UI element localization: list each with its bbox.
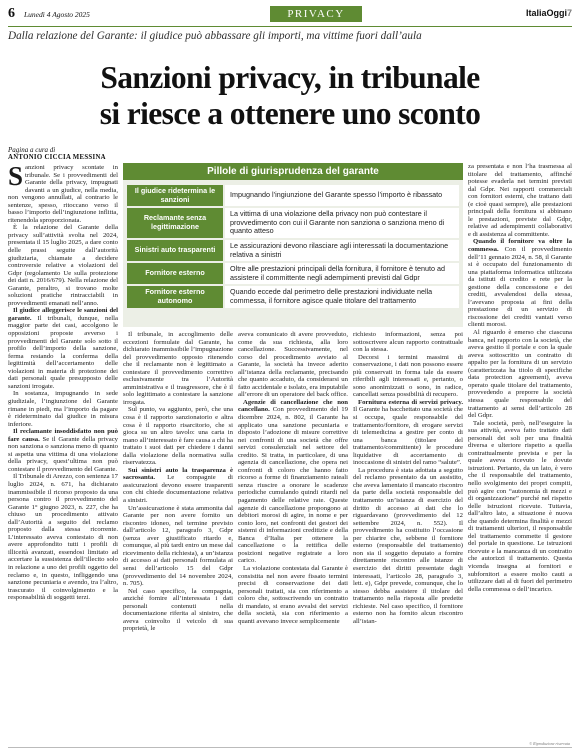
article-column-3: aveva comunicato di avere provveduto, come da sua richiesta, alla loro cancellazione. Successivamente, nel corso del procedimento avviato al Garante, la società ha invece aderito all’istanza della reclamante, precisando che quanto accaduto, da considerarsi un fatto accidentale e isolato, era imputabile all’errore di un operatore del back office. Agenzie di cancellazione che non cancellano. Con provvedimento del 19 dicembre 2024, n. 802, il Garante ha applicato una sanzione pecuniaria e disposto l’adozione di misure correttive nei confronti di una società che offre servizi consulenziali nel settore del credito. Si tratta, in particolare, di una agenzia di cancellazione, che opera nei confronti di coloro che hanno fatto ricorso a forme di finanziamento rateali senza riuscire a onorare le scadenze periodiche cumulando quindi ritardi nel pagamento delle relative rate. Queste agenzie di cancellazione propongono ai debitori morosi di agire, in nome e per conto loro, nei confronti dei gestori dei sistemi di informazioni creditizie e della Banca d’Italia per ottenere la cancellazione o la rettifica delle posizioni negative registrate a loro carico. La violazione contestata dal Garante è consistita nel non avere fissato termini precisi di conservazione dei dati personali trattati, sia con riferimento a coloro che, sottoscrivendo un contratto di mandato, si erano avvalsi dei servizi della società, sia con riferimento a quanti avevano invece semplicemente: [238, 331, 348, 625]
table-row: Reclamante senza legittimazione La vittima di una violazione della privacy non può contestare il provvedimento con cui il Garante non sanziona o sanziona meno di quanto atteso: [127, 208, 459, 238]
subhead: Sui sinistri auto la trasparenza è sacrosanta.: [123, 466, 233, 482]
page-header: [8, 4, 572, 26]
headline-line-1: Sanzioni privacy, in tribunale: [100, 60, 480, 95]
page-number: 6: [8, 6, 15, 21]
kicker: Dalla relazione del Garante: il giudice può abbassare gli importi, ma vittime fuori dall’aula: [8, 30, 422, 42]
table-row: Fornitore esterno Oltre alle prestazioni principali della fornitura, il fornitore è tenuto ad assistere il committente negli adempimenti previsti dal Gdpr: [127, 263, 459, 284]
footer-rule: [8, 747, 572, 748]
copyright-note: © Riproduzione riservata: [529, 741, 570, 746]
subhead: Il reclamante insoddisfatto non può fare causa.: [8, 428, 118, 443]
table-row: Fornitore esterno autonomo Quando eccede dal perimetro delle prestazioni individuate nella commessa, il fornitore agisce quale titolare del trattamento: [127, 286, 459, 307]
headline-line-2: si riesce a ottenere uno sconto: [99, 96, 481, 131]
article-column-1: Sanzioni privacy scontate in tribunale. Se i provvedimenti del Garante della privacy, impugnati davanti a un giudice, nella media, non vengono annullati, al contrario le sentenze, spesso, ritoccano verso il basso l’importo dell’ingiunzione inflitta, ritenendola sproporzionata. È la relazione del Garante della privacy sull’attività svolta nel 2024, presentata il 15 luglio 2025, a dare conto delle prassi seguite dall’autorità giudiziaria, chiamate a decidere controversie relative a violazioni del Gdpr (regolamento Ue sulla protezione dei dati n. 2016/679). Nella relazione del Garante, peraltro, si trovano molte soluzioni pratiche rintracciabili in provvedimenti emanati nell’anno. Il giudice alleggerisce le sanzioni del garante. Il tribunali, dunque, nella maggior parte dei casi, accolgono le opposizioni proposte avverso i provvedimenti del Garante solo sotto il profilo dell’importo della sanzione, ferma restando la conferma della legittimità dell’accertamento delle violazioni in materia di protezione dei dati personali quale presupposto delle sanzioni irrogate. In sostanza, impugnando in sede giudiziale, l’ingiunzione del Garante rimane in piedi, ma l’importo da pagare è rideterminato dal giudice in misura inferiore. Il reclamante insoddisfatto non può fare causa. Se il Garante della privacy non sanziona o sanziona meno di quanto si aspetta una vittima di una violazione della privacy, quest’ultima non può contestare il provvedimento del Garante. Il Tribunale di Arezzo, con sentenza 17 luglio 2024, n. 671, ha dichiarato inammissibile il ricorso proposto da una persona contro il provvedimento del Garante 1° giugno 2023, n. 227, che ha chiuso un procedimento attivato dall’Autorità a seguito del reclamo proposto dalla stessa ricorrente. L’interessato aveva contestato di non avere approfondito tutti i profili di illiceità avanzati, essendosi limitato ad accertare la sussistenza dell’illecito solo in relazione a uno dei profili oggetto del reclamo e, in questo, infliggendo una sanzione pecuniaria e avendo, tra l’altro, trascurato il coinvolgimento e la responsabilità di soggetti terzi.: [8, 164, 118, 602]
newspaper-logo: ItaliaOggi7: [525, 8, 572, 18]
article-column-5: za presentata e non l’ha trasmessa al titolare del trattamento, affinché potesse evaderla nei termini previsti dal Gdpr. Nei rapporti commerciali con fornitori esterni, che trattano dati (e cioè quasi sempre), alle prestazioni principali della fornitura si abbinano le prestazioni, previste dal Gdpr, relative ad adempimenti collaborativi e di assistenza al committente. Quando il fornitore va oltre la commessa. Con il provvedimento dell’11 gennaio 2024, n. 58, il Garante si è occupato del funzionamento di una piattaforma informatica utilizzata da istituti di credito e rete per la gestione della concessione e dei crediti, avvalendosi della stessa, l’avevano proposta ai fini della prestazione di un servizio di riscossione dei crediti vantati verso clienti morosi. Al riguardo è emerso che ciascuna banca, nel rapporto con la società, che aveva gestito il portale e con la quale aveva sottoscritto un contratto di appalto per la fornitura di un servizio (caratterizzata ha titolo di specifiche data protection agreement), aveva operato quale titolare del trattamento, provvedendo a preporre la società stessa quale responsabile del trattamento ai sensi dell’articolo 28 del Gdpr. Tale società, però, nell’eseguire la sua attività, aveva fatto trattato dati personali dei soli per una finalità diversa e ulteriore rispetto a quella contrattualmente prevista e per la quale aveva ricevuto le dovute istruzioni. Pertanto, da un lato, è vero che il responsabile del trattamento, nello svolgimento dei propri compiti, può agire con “autonomia di mezzi e di organizzazione” purché nel rispetto delle istruzioni ricevute. Tuttavia, dall’altro lato, a situazione è nuova che quando determina finalità e mezzi di trattamenti ulteriori, il responsabile del trattamento commette il gestore del portale in questione. Le istruzioni ricevute e la mancanza di un contratto che autorizzi il trattamento. Questa vicenda insegna ai fornitori e subfornitori a essere molto cauti a utilizzare dati al di fuori del perimetro della commessa o dell’incarico.: [468, 163, 572, 593]
table-row: Il giudice ridetermina le sanzioni Impugnando l’ingiunzione del Garante spesso l’importo è ribassato: [127, 185, 459, 206]
subhead: Agenzie di cancellazione che non cancellano.: [238, 398, 348, 414]
headline: [8, 60, 572, 132]
issue-date: Lunedì 4 Agosto 2025: [24, 10, 90, 19]
subhead: Il giudice alleggerisce le sanzioni del garante.: [8, 307, 118, 322]
subhead: Quando il fornitore va oltre la commessa.: [468, 238, 572, 254]
section-label: PRIVACY: [270, 6, 362, 22]
drop-cap: S: [8, 164, 24, 191]
byline: [8, 146, 118, 161]
summary-table: [127, 183, 459, 310]
byline-author: ANTONIO CICCIA MESSINA: [8, 154, 106, 161]
article-column-4: richiesto informazioni, senza poi sottoscrivere alcun rapporto contrattuale con la stessa. Decorsi i termini massimi di conservazione, i dati non possono essere più conservati in forma tale da essere riferibili agli interessati e, pertanto, o sono anonimizzati o sono, in radice, cancellati senza possibilità di recupero. Fornitura esterna di servizi privacy. Il Garante ha bacchettato una società che si occupa, quale responsabile del trattamento/fornitore, di erogare servizi di telemedicina a gestire per conto di una banca (titolare del trattamento/committente) le procedure liquidative di accertamento di inoccasione di sinistri del ramo “salute”. La procedura è stata adottata a seguito del reclamo presentato da un assistito, che aveva lamentato il mancato riscontro da parte della società responsabile del trattamento un’istanza di esercizio del diritto di accesso ai dati che lo riguardavano (provvedimento del 12 settembre 2024, n. 552). Il provvedimento ha costituito l’occasione per chiarire che, sebbene il fornitore esterno (responsabile del trattamento) non sia il soggetto deputato a fornire direttamente riscontro alle istanze di esercizio dei diritti presentate dagli interessati, l’articolo 28, paragrafo 3, lett. e), Gdpr prevede, comunque, che lo stesso debba assistere il titolare del trattamento nella risposta alle predette richieste. Nel caso specifico, il fornitore esterno non ha fornito alcun riscontro all’istan-: [353, 331, 463, 625]
byline-prefix: Pagina a cura di: [8, 146, 56, 154]
table-row: Sinistri auto trasparenti Le assicurazioni devono rilasciare agli interessati la documentazione relativa a sinistri: [127, 240, 459, 261]
subhead: Fornitura esterna di servizi privacy.: [358, 398, 463, 406]
summary-box: [123, 163, 463, 327]
header-rule: [8, 26, 572, 27]
article-column-2: Il tribunale, in accoglimento delle eccezioni formulate dal Garante, ha dichiarato inammissibile l’impugnazione del provvedimento opposto ritenendo che il reclamante non è legittimato a contestare il provvedimento correttivo esclusivamente tra l’Autorità amministrativa e il trasgressore, che è il solo legittimato a contestare la sanzione irrogata. Sul punto, va aggiunto, però, che una cosa è il rapporto sanzionatorio e altra cosa è il rapporto risarcitorio, che si gioca su un altro tavolo: una carta in mano all’interessato è fare causa a chi ha trattato i suoi dati per chiedere i danni dalla violazione della normativa sulla riservatezza. Sui sinistri auto la trasparenza è sacrosanta. Le compagnie di assicurazioni devono essere trasparenti con chi chiede documentazione relativa a sinistri. Un’assicurazione è stata ammonita dal Garante per non avere fornito un riscontro idoneo, nel termine previsto dall’articolo 12, paragrafo 3, Gdpr (senza aver giustificato ritardo e, comunque, al più tardi entro un mese dal ricevimento della richiesta), a un’istanza di accesso ai dati personali formulata ai sensi dell’articolo 15 del Gdpr (provvedimento del 14 novembre 2024, n. 705). Nel caso specifico, la compagnia, anziché fornire all’interessata i dati personali contenuti nella documentazione riferita al sinistro, che aveva coinvolto il veicolo di sua proprietà, le: [123, 331, 233, 633]
box-title: Pillole di giurisprudenza del garante: [123, 163, 463, 180]
